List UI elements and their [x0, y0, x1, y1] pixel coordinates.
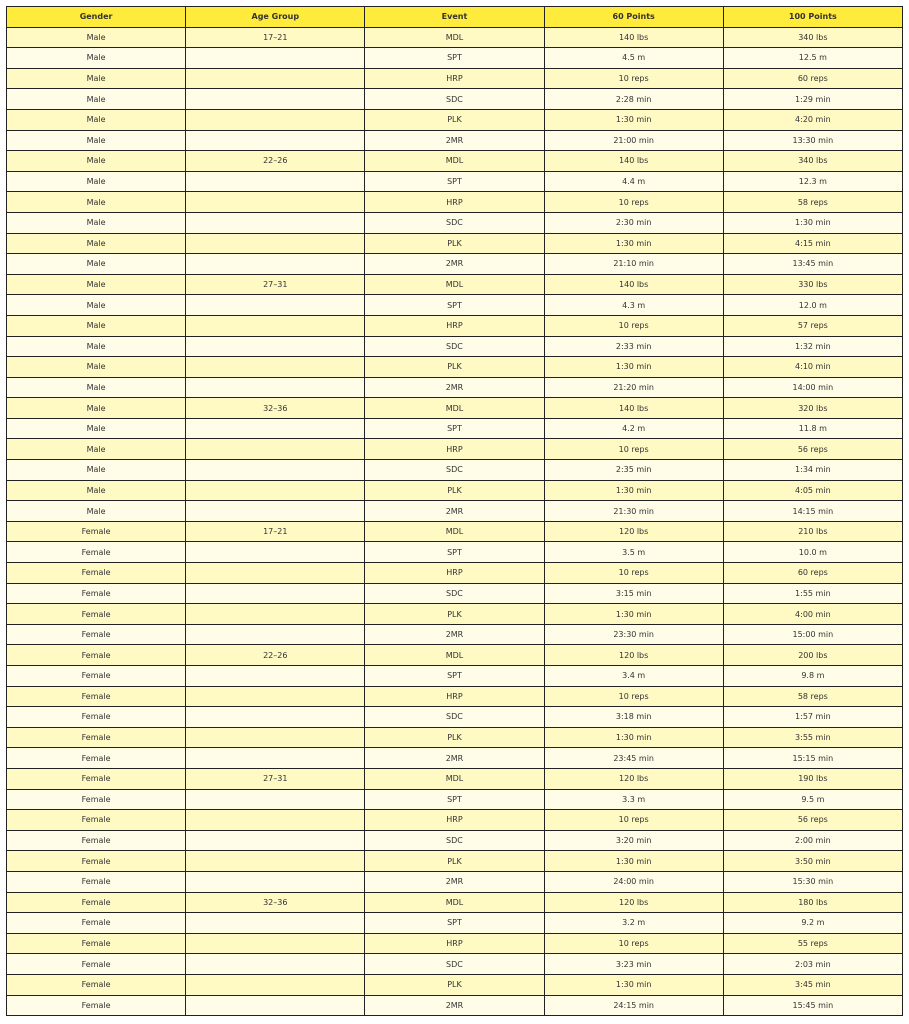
points-100-cell: 340 lbs	[723, 151, 902, 172]
gender-cell: Male	[7, 336, 186, 357]
points-60-cell: 10 reps	[544, 68, 723, 89]
event-cell: MDL	[365, 274, 544, 295]
points-60-cell: 1:30 min	[544, 480, 723, 501]
event-cell: HRP	[365, 439, 544, 460]
points-60-cell: 10 reps	[544, 686, 723, 707]
gender-cell: Female	[7, 830, 186, 851]
points-100-cell: 320 lbs	[723, 398, 902, 419]
table-row	[7, 871, 903, 892]
table-row	[7, 109, 903, 130]
points-100-cell: 13:45 min	[723, 254, 902, 275]
gender-cell: Male	[7, 212, 186, 233]
points-60-cell: 4.4 m	[544, 171, 723, 192]
event-cell: 2MR	[365, 130, 544, 151]
points-60-cell: 120 lbs	[544, 892, 723, 913]
table-row	[7, 830, 903, 851]
table-row	[7, 439, 903, 460]
points-60-cell: 21:10 min	[544, 254, 723, 275]
table-row	[7, 171, 903, 192]
table-row	[7, 480, 903, 501]
points-100-cell: 60 reps	[723, 68, 902, 89]
points-100-cell: 58 reps	[723, 686, 902, 707]
table-row	[7, 542, 903, 563]
points-100-cell: 2:00 min	[723, 830, 902, 851]
age-group-cell	[186, 89, 365, 110]
gender-cell: Male	[7, 151, 186, 172]
event-cell: HRP	[365, 810, 544, 831]
table-row	[7, 377, 903, 398]
gender-cell: Male	[7, 254, 186, 275]
table-row	[7, 707, 903, 728]
event-cell: SPT	[365, 48, 544, 69]
points-100-cell: 15:30 min	[723, 871, 902, 892]
event-cell: SPT	[365, 666, 544, 687]
points-100-cell: 4:15 min	[723, 233, 902, 254]
table-row	[7, 357, 903, 378]
header-event: Event	[365, 7, 544, 28]
event-cell: HRP	[365, 563, 544, 584]
table-row	[7, 851, 903, 872]
age-group-cell	[186, 109, 365, 130]
gender-cell: Female	[7, 686, 186, 707]
table-row	[7, 810, 903, 831]
event-cell: SDC	[365, 583, 544, 604]
gender-cell: Female	[7, 974, 186, 995]
points-60-cell: 24:00 min	[544, 871, 723, 892]
event-cell: HRP	[365, 68, 544, 89]
points-100-cell: 58 reps	[723, 192, 902, 213]
table-row	[7, 233, 903, 254]
event-cell: PLK	[365, 851, 544, 872]
points-100-cell: 57 reps	[723, 315, 902, 336]
gender-cell: Female	[7, 913, 186, 934]
table-row	[7, 151, 903, 172]
points-60-cell: 1:30 min	[544, 357, 723, 378]
table-row	[7, 336, 903, 357]
points-100-cell: 3:45 min	[723, 974, 902, 995]
table-row	[7, 768, 903, 789]
table-row	[7, 583, 903, 604]
table-row	[7, 954, 903, 975]
gender-cell: Female	[7, 768, 186, 789]
gender-cell: Male	[7, 274, 186, 295]
points-100-cell: 4:05 min	[723, 480, 902, 501]
event-cell: 2MR	[365, 748, 544, 769]
event-cell: HRP	[365, 192, 544, 213]
age-group-cell	[186, 542, 365, 563]
age-group-cell	[186, 460, 365, 481]
table-row	[7, 501, 903, 522]
points-60-cell: 10 reps	[544, 563, 723, 584]
table-row	[7, 624, 903, 645]
event-cell: PLK	[365, 727, 544, 748]
gender-cell: Male	[7, 418, 186, 439]
event-cell: MDL	[365, 27, 544, 48]
table-row	[7, 89, 903, 110]
age-group-cell	[186, 727, 365, 748]
points-100-cell: 15:15 min	[723, 748, 902, 769]
gender-cell: Female	[7, 892, 186, 913]
event-cell: PLK	[365, 974, 544, 995]
age-group-cell	[186, 583, 365, 604]
gender-cell: Female	[7, 810, 186, 831]
table-row	[7, 295, 903, 316]
table-row	[7, 563, 903, 584]
gender-cell: Male	[7, 439, 186, 460]
points-100-cell: 56 reps	[723, 810, 902, 831]
age-group-cell	[186, 871, 365, 892]
event-cell: MDL	[365, 768, 544, 789]
points-100-cell: 1:30 min	[723, 212, 902, 233]
age-group-cell	[186, 315, 365, 336]
table-row	[7, 130, 903, 151]
age-group-cell	[186, 954, 365, 975]
table-row	[7, 748, 903, 769]
age-group-cell	[186, 295, 365, 316]
points-100-cell: 13:30 min	[723, 130, 902, 151]
event-cell: SDC	[365, 212, 544, 233]
event-cell: MDL	[365, 521, 544, 542]
gender-cell: Male	[7, 460, 186, 481]
points-100-cell: 4:10 min	[723, 357, 902, 378]
event-cell: MDL	[365, 892, 544, 913]
event-cell: 2MR	[365, 995, 544, 1016]
age-group-cell	[186, 212, 365, 233]
points-100-cell: 14:15 min	[723, 501, 902, 522]
points-100-cell: 180 lbs	[723, 892, 902, 913]
table-row	[7, 933, 903, 954]
age-group-cell	[186, 439, 365, 460]
gender-cell: Female	[7, 954, 186, 975]
gender-cell: Female	[7, 604, 186, 625]
age-group-cell	[186, 130, 365, 151]
points-60-cell: 3:23 min	[544, 954, 723, 975]
points-100-cell: 12.3 m	[723, 171, 902, 192]
points-60-cell: 1:30 min	[544, 851, 723, 872]
event-cell: SPT	[365, 418, 544, 439]
event-cell: SDC	[365, 954, 544, 975]
points-100-cell: 210 lbs	[723, 521, 902, 542]
points-60-cell: 2:33 min	[544, 336, 723, 357]
table-row	[7, 913, 903, 934]
event-cell: HRP	[365, 315, 544, 336]
age-group-cell	[186, 830, 365, 851]
event-cell: PLK	[365, 233, 544, 254]
points-60-cell: 140 lbs	[544, 398, 723, 419]
table-row	[7, 666, 903, 687]
scores-table	[6, 6, 903, 1016]
gender-cell: Male	[7, 27, 186, 48]
points-60-cell: 3.3 m	[544, 789, 723, 810]
points-60-cell: 120 lbs	[544, 768, 723, 789]
points-60-cell: 2:28 min	[544, 89, 723, 110]
header-gender: Gender	[7, 7, 186, 28]
header-60-points: 60 Points	[544, 7, 723, 28]
table-row	[7, 254, 903, 275]
age-group-cell	[186, 254, 365, 275]
event-cell: 2MR	[365, 501, 544, 522]
points-100-cell: 2:03 min	[723, 954, 902, 975]
age-group-cell	[186, 810, 365, 831]
age-group-cell	[186, 789, 365, 810]
header-row	[7, 7, 903, 28]
points-100-cell: 1:55 min	[723, 583, 902, 604]
table-row	[7, 727, 903, 748]
table-row	[7, 27, 903, 48]
points-60-cell: 2:30 min	[544, 212, 723, 233]
table-row	[7, 398, 903, 419]
age-group-cell	[186, 336, 365, 357]
age-group-cell	[186, 418, 365, 439]
points-60-cell: 140 lbs	[544, 274, 723, 295]
points-60-cell: 1:30 min	[544, 109, 723, 130]
event-cell: SDC	[365, 707, 544, 728]
points-100-cell: 15:45 min	[723, 995, 902, 1016]
points-60-cell: 23:30 min	[544, 624, 723, 645]
event-cell: SPT	[365, 789, 544, 810]
points-60-cell: 3.4 m	[544, 666, 723, 687]
table-row	[7, 789, 903, 810]
age-group-cell	[186, 748, 365, 769]
points-60-cell: 2:35 min	[544, 460, 723, 481]
gender-cell: Female	[7, 995, 186, 1016]
points-60-cell: 1:30 min	[544, 604, 723, 625]
event-cell: PLK	[365, 357, 544, 378]
table-row	[7, 48, 903, 69]
points-60-cell: 4.5 m	[544, 48, 723, 69]
event-cell: HRP	[365, 686, 544, 707]
event-cell: SPT	[365, 171, 544, 192]
age-group-cell: 22–26	[186, 151, 365, 172]
event-cell: SDC	[365, 460, 544, 481]
gender-cell: Male	[7, 48, 186, 69]
age-group-cell	[186, 974, 365, 995]
age-group-cell	[186, 624, 365, 645]
points-100-cell: 4:00 min	[723, 604, 902, 625]
age-group-cell	[186, 563, 365, 584]
points-100-cell: 12.0 m	[723, 295, 902, 316]
points-100-cell: 330 lbs	[723, 274, 902, 295]
gender-cell: Male	[7, 130, 186, 151]
event-cell: PLK	[365, 480, 544, 501]
table-header	[7, 7, 903, 28]
points-100-cell: 14:00 min	[723, 377, 902, 398]
points-60-cell: 24:15 min	[544, 995, 723, 1016]
table-row	[7, 418, 903, 439]
event-cell: 2MR	[365, 377, 544, 398]
gender-cell: Male	[7, 398, 186, 419]
points-100-cell: 1:29 min	[723, 89, 902, 110]
table-container	[6, 6, 902, 1016]
gender-cell: Female	[7, 521, 186, 542]
age-group-cell	[186, 933, 365, 954]
points-100-cell: 1:57 min	[723, 707, 902, 728]
points-60-cell: 10 reps	[544, 439, 723, 460]
points-60-cell: 21:00 min	[544, 130, 723, 151]
points-60-cell: 21:30 min	[544, 501, 723, 522]
gender-cell: Male	[7, 89, 186, 110]
points-100-cell: 200 lbs	[723, 645, 902, 666]
event-cell: MDL	[365, 398, 544, 419]
points-100-cell: 11.8 m	[723, 418, 902, 439]
points-100-cell: 9.5 m	[723, 789, 902, 810]
event-cell: SDC	[365, 336, 544, 357]
gender-cell: Male	[7, 233, 186, 254]
gender-cell: Female	[7, 583, 186, 604]
age-group-cell	[186, 501, 365, 522]
event-cell: PLK	[365, 604, 544, 625]
points-60-cell: 4.2 m	[544, 418, 723, 439]
points-100-cell: 56 reps	[723, 439, 902, 460]
table-row	[7, 686, 903, 707]
points-60-cell: 140 lbs	[544, 27, 723, 48]
gender-cell: Male	[7, 501, 186, 522]
age-group-cell	[186, 604, 365, 625]
points-60-cell: 10 reps	[544, 315, 723, 336]
points-60-cell: 120 lbs	[544, 645, 723, 666]
table-row	[7, 212, 903, 233]
gender-cell: Male	[7, 357, 186, 378]
points-60-cell: 3.5 m	[544, 542, 723, 563]
event-cell: SDC	[365, 830, 544, 851]
event-cell: SDC	[365, 89, 544, 110]
gender-cell: Female	[7, 666, 186, 687]
points-60-cell: 3:18 min	[544, 707, 723, 728]
gender-cell: Female	[7, 542, 186, 563]
table-body	[7, 27, 903, 1016]
gender-cell: Male	[7, 315, 186, 336]
table-row	[7, 192, 903, 213]
gender-cell: Male	[7, 109, 186, 130]
points-100-cell: 3:50 min	[723, 851, 902, 872]
points-60-cell: 4.3 m	[544, 295, 723, 316]
points-60-cell: 1:30 min	[544, 233, 723, 254]
header-100-points: 100 Points	[723, 7, 902, 28]
gender-cell: Male	[7, 377, 186, 398]
event-cell: HRP	[365, 933, 544, 954]
table-row	[7, 995, 903, 1016]
age-group-cell: 27–31	[186, 274, 365, 295]
gender-cell: Female	[7, 645, 186, 666]
age-group-cell	[186, 707, 365, 728]
age-group-cell	[186, 913, 365, 934]
points-60-cell: 10 reps	[544, 192, 723, 213]
points-100-cell: 15:00 min	[723, 624, 902, 645]
gender-cell: Male	[7, 192, 186, 213]
age-group-cell	[186, 233, 365, 254]
table-row	[7, 274, 903, 295]
points-100-cell: 340 lbs	[723, 27, 902, 48]
points-100-cell: 9.8 m	[723, 666, 902, 687]
event-cell: SPT	[365, 542, 544, 563]
points-100-cell: 190 lbs	[723, 768, 902, 789]
gender-cell: Female	[7, 871, 186, 892]
points-60-cell: 3.2 m	[544, 913, 723, 934]
age-group-cell: 27–31	[186, 768, 365, 789]
table-row	[7, 315, 903, 336]
gender-cell: Male	[7, 480, 186, 501]
event-cell: SPT	[365, 913, 544, 934]
points-60-cell: 3:20 min	[544, 830, 723, 851]
event-cell: MDL	[365, 645, 544, 666]
points-60-cell: 21:20 min	[544, 377, 723, 398]
points-60-cell: 3:15 min	[544, 583, 723, 604]
gender-cell: Female	[7, 789, 186, 810]
age-group-cell	[186, 357, 365, 378]
points-60-cell: 120 lbs	[544, 521, 723, 542]
points-100-cell: 1:32 min	[723, 336, 902, 357]
event-cell: MDL	[365, 151, 544, 172]
event-cell: 2MR	[365, 254, 544, 275]
points-100-cell: 60 reps	[723, 563, 902, 584]
event-cell: 2MR	[365, 871, 544, 892]
table-row	[7, 892, 903, 913]
gender-cell: Female	[7, 748, 186, 769]
points-100-cell: 55 reps	[723, 933, 902, 954]
table-row	[7, 460, 903, 481]
table-row	[7, 68, 903, 89]
event-cell: SPT	[365, 295, 544, 316]
points-100-cell: 4:20 min	[723, 109, 902, 130]
age-group-cell	[186, 666, 365, 687]
age-group-cell	[186, 686, 365, 707]
points-60-cell: 23:45 min	[544, 748, 723, 769]
age-group-cell	[186, 851, 365, 872]
age-group-cell	[186, 192, 365, 213]
age-group-cell: 32–36	[186, 398, 365, 419]
gender-cell: Female	[7, 563, 186, 584]
points-60-cell: 10 reps	[544, 810, 723, 831]
gender-cell: Female	[7, 727, 186, 748]
points-100-cell: 3:55 min	[723, 727, 902, 748]
points-60-cell: 1:30 min	[544, 974, 723, 995]
age-group-cell: 17–21	[186, 27, 365, 48]
age-group-cell	[186, 171, 365, 192]
event-cell: 2MR	[365, 624, 544, 645]
points-60-cell: 1:30 min	[544, 727, 723, 748]
points-100-cell: 12.5 m	[723, 48, 902, 69]
points-100-cell: 1:34 min	[723, 460, 902, 481]
header-age-group: Age Group	[186, 7, 365, 28]
table-row	[7, 974, 903, 995]
age-group-cell	[186, 377, 365, 398]
gender-cell: Male	[7, 68, 186, 89]
table-row	[7, 645, 903, 666]
gender-cell: Male	[7, 171, 186, 192]
age-group-cell	[186, 995, 365, 1016]
age-group-cell: 22–26	[186, 645, 365, 666]
gender-cell: Female	[7, 851, 186, 872]
points-100-cell: 10.0 m	[723, 542, 902, 563]
gender-cell: Female	[7, 707, 186, 728]
gender-cell: Female	[7, 933, 186, 954]
age-group-cell: 32–36	[186, 892, 365, 913]
age-group-cell: 17–21	[186, 521, 365, 542]
gender-cell: Female	[7, 624, 186, 645]
table-row	[7, 521, 903, 542]
age-group-cell	[186, 48, 365, 69]
gender-cell: Male	[7, 295, 186, 316]
points-60-cell: 10 reps	[544, 933, 723, 954]
event-cell: PLK	[365, 109, 544, 130]
points-100-cell: 9.2 m	[723, 913, 902, 934]
points-60-cell: 140 lbs	[544, 151, 723, 172]
table-row	[7, 604, 903, 625]
age-group-cell	[186, 480, 365, 501]
age-group-cell	[186, 68, 365, 89]
